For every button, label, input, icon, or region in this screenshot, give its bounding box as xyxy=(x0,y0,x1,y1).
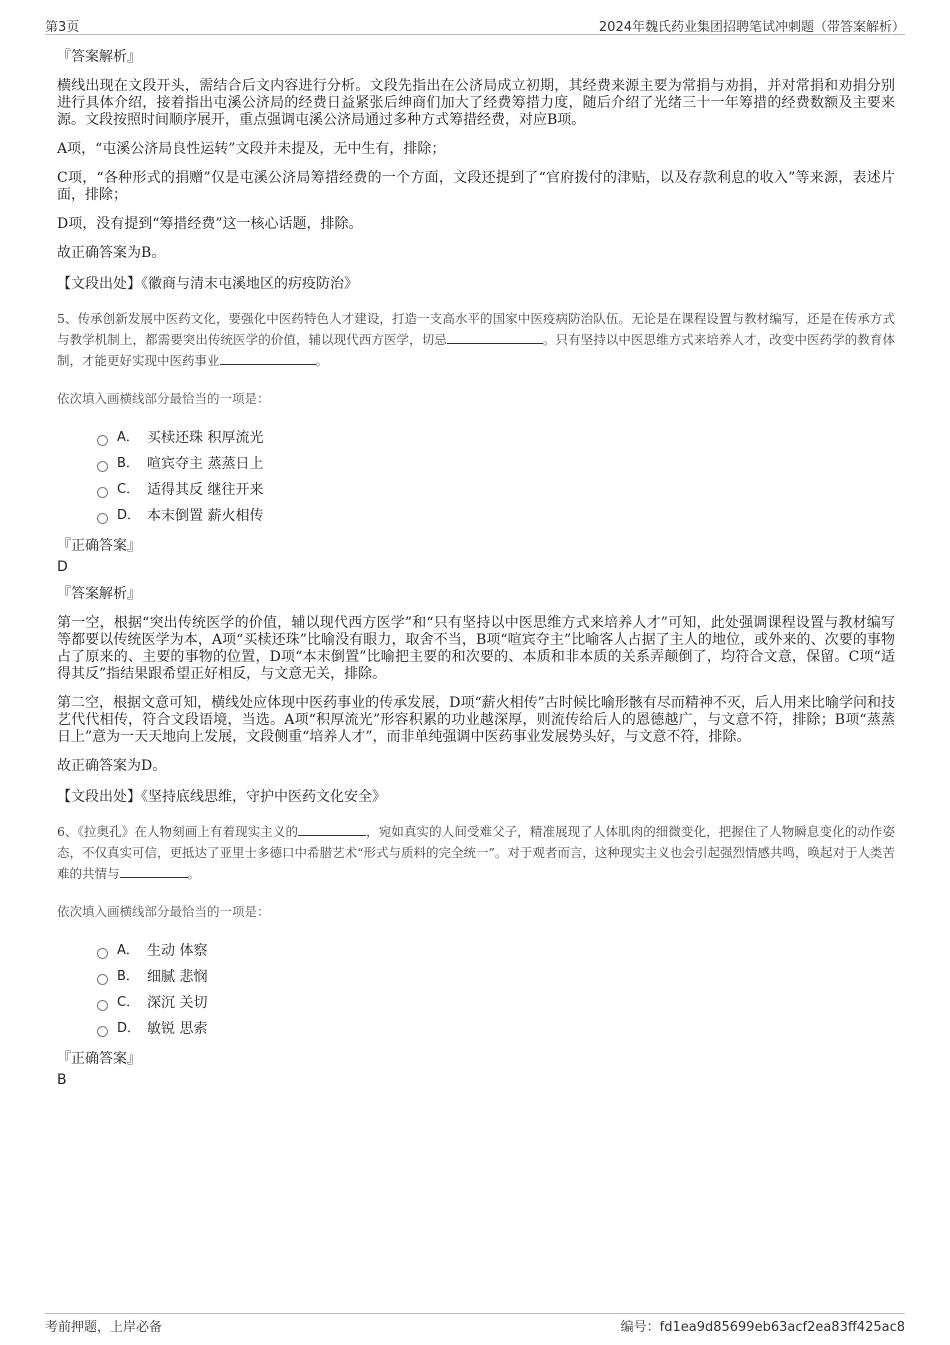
answer-blank xyxy=(298,823,366,836)
answer-blank xyxy=(220,352,316,365)
page-number: 第3页 xyxy=(45,20,80,35)
correct-answer-label: 『正确答案』 xyxy=(57,538,141,554)
option-c[interactable]: C． 深沉 关切 xyxy=(97,990,895,1016)
page-header xyxy=(45,14,905,35)
question-5-options xyxy=(97,425,895,529)
document-title: 2024年魏氏药业集团招聘笔试冲刺题（带答案解析） xyxy=(598,20,905,35)
passage-source: 【文段出处】《坚持底线思维，守护中医药文化安全》 xyxy=(57,789,386,805)
question-6-stem: 6、《拉奥孔》在人物刻画上有着现实主义的 ，宛如真实的人间受难父子，精准展现了人体肌肉的细微变化，把握住了人物瞬息变化的动作姿态，不仅真实可信，更抵达了亚里士多德口中希腊艺术“形式与质料的完全统一”。对于观者而言，这种现实主义也会引起强烈情感共鸣，唤起对于人类苦难的共情与 。 xyxy=(57,824,895,881)
option-d[interactable]: D． 敏锐 思索 xyxy=(97,1016,895,1042)
document-code: 编号：fd1ea9d85699eb63acf2ea83ff425ac8 xyxy=(620,1320,905,1335)
option-d[interactable]: D． 本末倒置 薪火相传 xyxy=(97,503,895,529)
analysis-paragraph: 故正确答案为D。 xyxy=(57,758,167,774)
analysis-paragraph: C项，“各种形式的捐赠”仅是屯溪公济局筹措经费的一个方面，文段还提到了“官府拨付的津贴，以及存款利息的收入”等来源，表述片面，排除； xyxy=(57,170,895,203)
option-b[interactable]: B． 细腻 悲悯 xyxy=(97,964,895,990)
question-instruction: 依次填入画横线部分最恰当的一项是： xyxy=(57,904,270,919)
analysis-paragraph: 第二空，根据文意可知，横线处应体现中医药事业的传承发展，D项“薪火相传”古时候比喻形骸有尽而精神不灭，后人用来比喻学问和技艺代代相传，符合文段语境，当选。A项“积厚流光”形容积累的功业越深厚，则流传给后人的恩德越广，与文意不符，排除；B项“蒸蒸日上”意为一天天地向上发展，文段侧重“培养人才”，而非单纯强调中医药事业发展势头好，与文意不符，排除。 xyxy=(57,695,895,745)
question-6-options xyxy=(97,938,895,1042)
question-5-stem: 5、传承创新发展中医药文化，要强化中医药特色人才建设，打造一支高水平的国家中医疫病防治队伍。无论是在课程设置与教材编写，还是在传承方式与教学机制上，都需要突出传统医学的价值，辅以现代西方医学，切忌 。只有坚持以中医思维方式来培养人才，改变中医药学的教育体制，才能更好实现中医药事业 。 xyxy=(57,311,895,368)
option-a[interactable]: A． 生动 体察 xyxy=(97,938,895,964)
correct-answer: B xyxy=(57,1072,67,1088)
page-footer xyxy=(45,1313,905,1334)
radio-button[interactable] xyxy=(97,435,108,446)
answer-blank xyxy=(447,331,543,344)
question-instruction: 依次填入画横线部分最恰当的一项是： xyxy=(57,391,270,406)
analysis-label: 『答案解析』 xyxy=(57,586,141,602)
footer-slogan: 考前押题，上岸必备 xyxy=(45,1320,163,1335)
analysis-paragraph: A项，“屯溪公济局良性运转”文段并未提及，无中生有，排除； xyxy=(57,141,446,157)
radio-button[interactable] xyxy=(97,461,108,472)
radio-button[interactable] xyxy=(97,948,108,959)
radio-button[interactable] xyxy=(97,513,108,524)
radio-button[interactable] xyxy=(97,1026,108,1037)
option-c[interactable]: C． 适得其反 继往开来 xyxy=(97,477,895,503)
radio-button[interactable] xyxy=(97,487,108,498)
option-a[interactable]: A． 买椟还珠 积厚流光 xyxy=(97,425,895,451)
analysis-paragraph: 第一空，根据“突出传统医学的价值，辅以现代西方医学”和“只有坚持以中医思维方式来培养人才”可知，此处强调课程设置与教材编写等都要以传统医学为本，A项“买椟还珠”比喻没有眼力，取舍不当，B项“喧宾夺主”比喻客人占据了主人的地位，或外来的、次要的事物占了原来的、主要的事物的位置，D项“本末倒置”比喻把主要的和次要的、本质和非本质的关系弄颠倒了，均符合文意，保留。C项“适得其反”指结果跟希望正好相反，与文意无关，排除。 xyxy=(57,615,895,682)
correct-answer-label: 『正确答案』 xyxy=(57,1051,141,1067)
analysis-paragraph: 故正确答案为B。 xyxy=(57,245,166,261)
radio-button[interactable] xyxy=(97,974,108,985)
answer-blank xyxy=(120,865,188,878)
analysis-label: 『答案解析』 xyxy=(57,49,141,65)
correct-answer: D xyxy=(57,559,68,575)
page-content xyxy=(57,46,895,1096)
analysis-paragraph: D项，没有提到“筹措经费”这一核心话题，排除。 xyxy=(57,216,363,232)
passage-source: 【文段出处】《徽商与清末屯溪地区的疠疫防治》 xyxy=(57,276,358,292)
option-b[interactable]: B． 喧宾夺主 蒸蒸日上 xyxy=(97,451,895,477)
radio-button[interactable] xyxy=(97,1000,108,1011)
analysis-paragraph: 横线出现在文段开头，需结合后文内容进行分析。文段先指出在公济局成立初期，其经费来源主要为常捐与劝捐，并对常捐和劝捐分别进行具体介绍，接着指出屯溪公济局的经费日益紧张后绅商们加大了经费筹措力度，随后介绍了光绪三十一年筹措的经费数额及主要来源。文段按照时间顺序展开，重点强调屯溪公济局通过多种方式筹措经费，对应B项。 xyxy=(57,78,895,128)
